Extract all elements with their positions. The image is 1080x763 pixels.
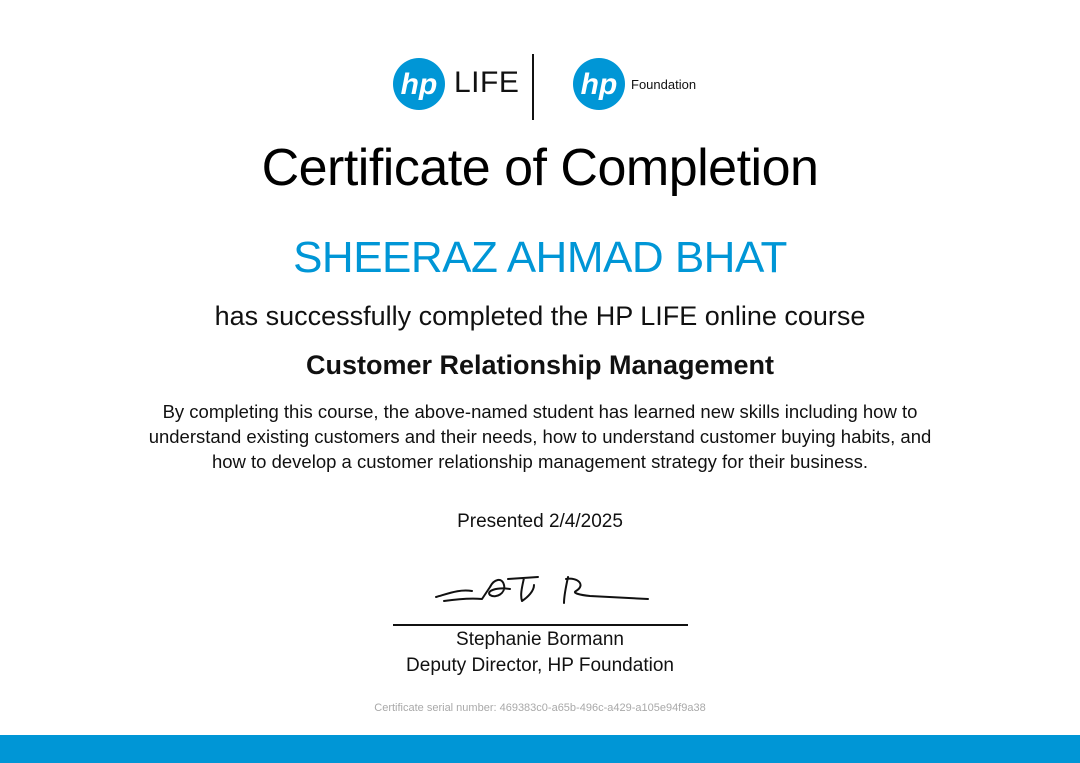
- foundation-wordmark: Foundation: [631, 77, 697, 92]
- completion-statement: has successfully completed the HP LIFE online course: [214, 301, 866, 331]
- hp-logo-glyph: [573, 58, 625, 110]
- logo-row: [0, 52, 1080, 124]
- svg-text:hp: hp: [580, 68, 618, 101]
- hp-foundation-logo-icon: [573, 58, 625, 110]
- recipient-name: SHEERAZ AHMAD BHAT: [293, 233, 787, 282]
- signature-line: [393, 624, 688, 626]
- course-name: Customer Relationship Management: [305, 350, 775, 380]
- hp-life-logo-icon: [393, 58, 445, 110]
- life-wordmark: LIFE: [454, 66, 520, 99]
- hp-logo-glyph: [393, 58, 445, 110]
- course-description: By completing this course, the above-named student has learned new skills including how to understand existing customers and their needs, how to understand customer buying habits, and how to develop a customer relationship management strategy for their business.: [148, 401, 932, 472]
- signatory-title: Deputy Director, HP Foundation: [406, 655, 674, 676]
- signatory-name: Stephanie Bormann: [456, 629, 624, 650]
- svg-text:hp: hp: [400, 68, 438, 101]
- logo-divider: [532, 54, 534, 120]
- certificate-serial-number: Certificate serial number: 469383c0-a65b-496c-a429-a105e94f9a38: [374, 702, 706, 714]
- footer-bar: [0, 735, 1080, 763]
- certificate-title: Certificate of Completion: [261, 139, 819, 197]
- presented-date: Presented 2/4/2025: [457, 511, 623, 532]
- handwritten-signature: [430, 565, 660, 615]
